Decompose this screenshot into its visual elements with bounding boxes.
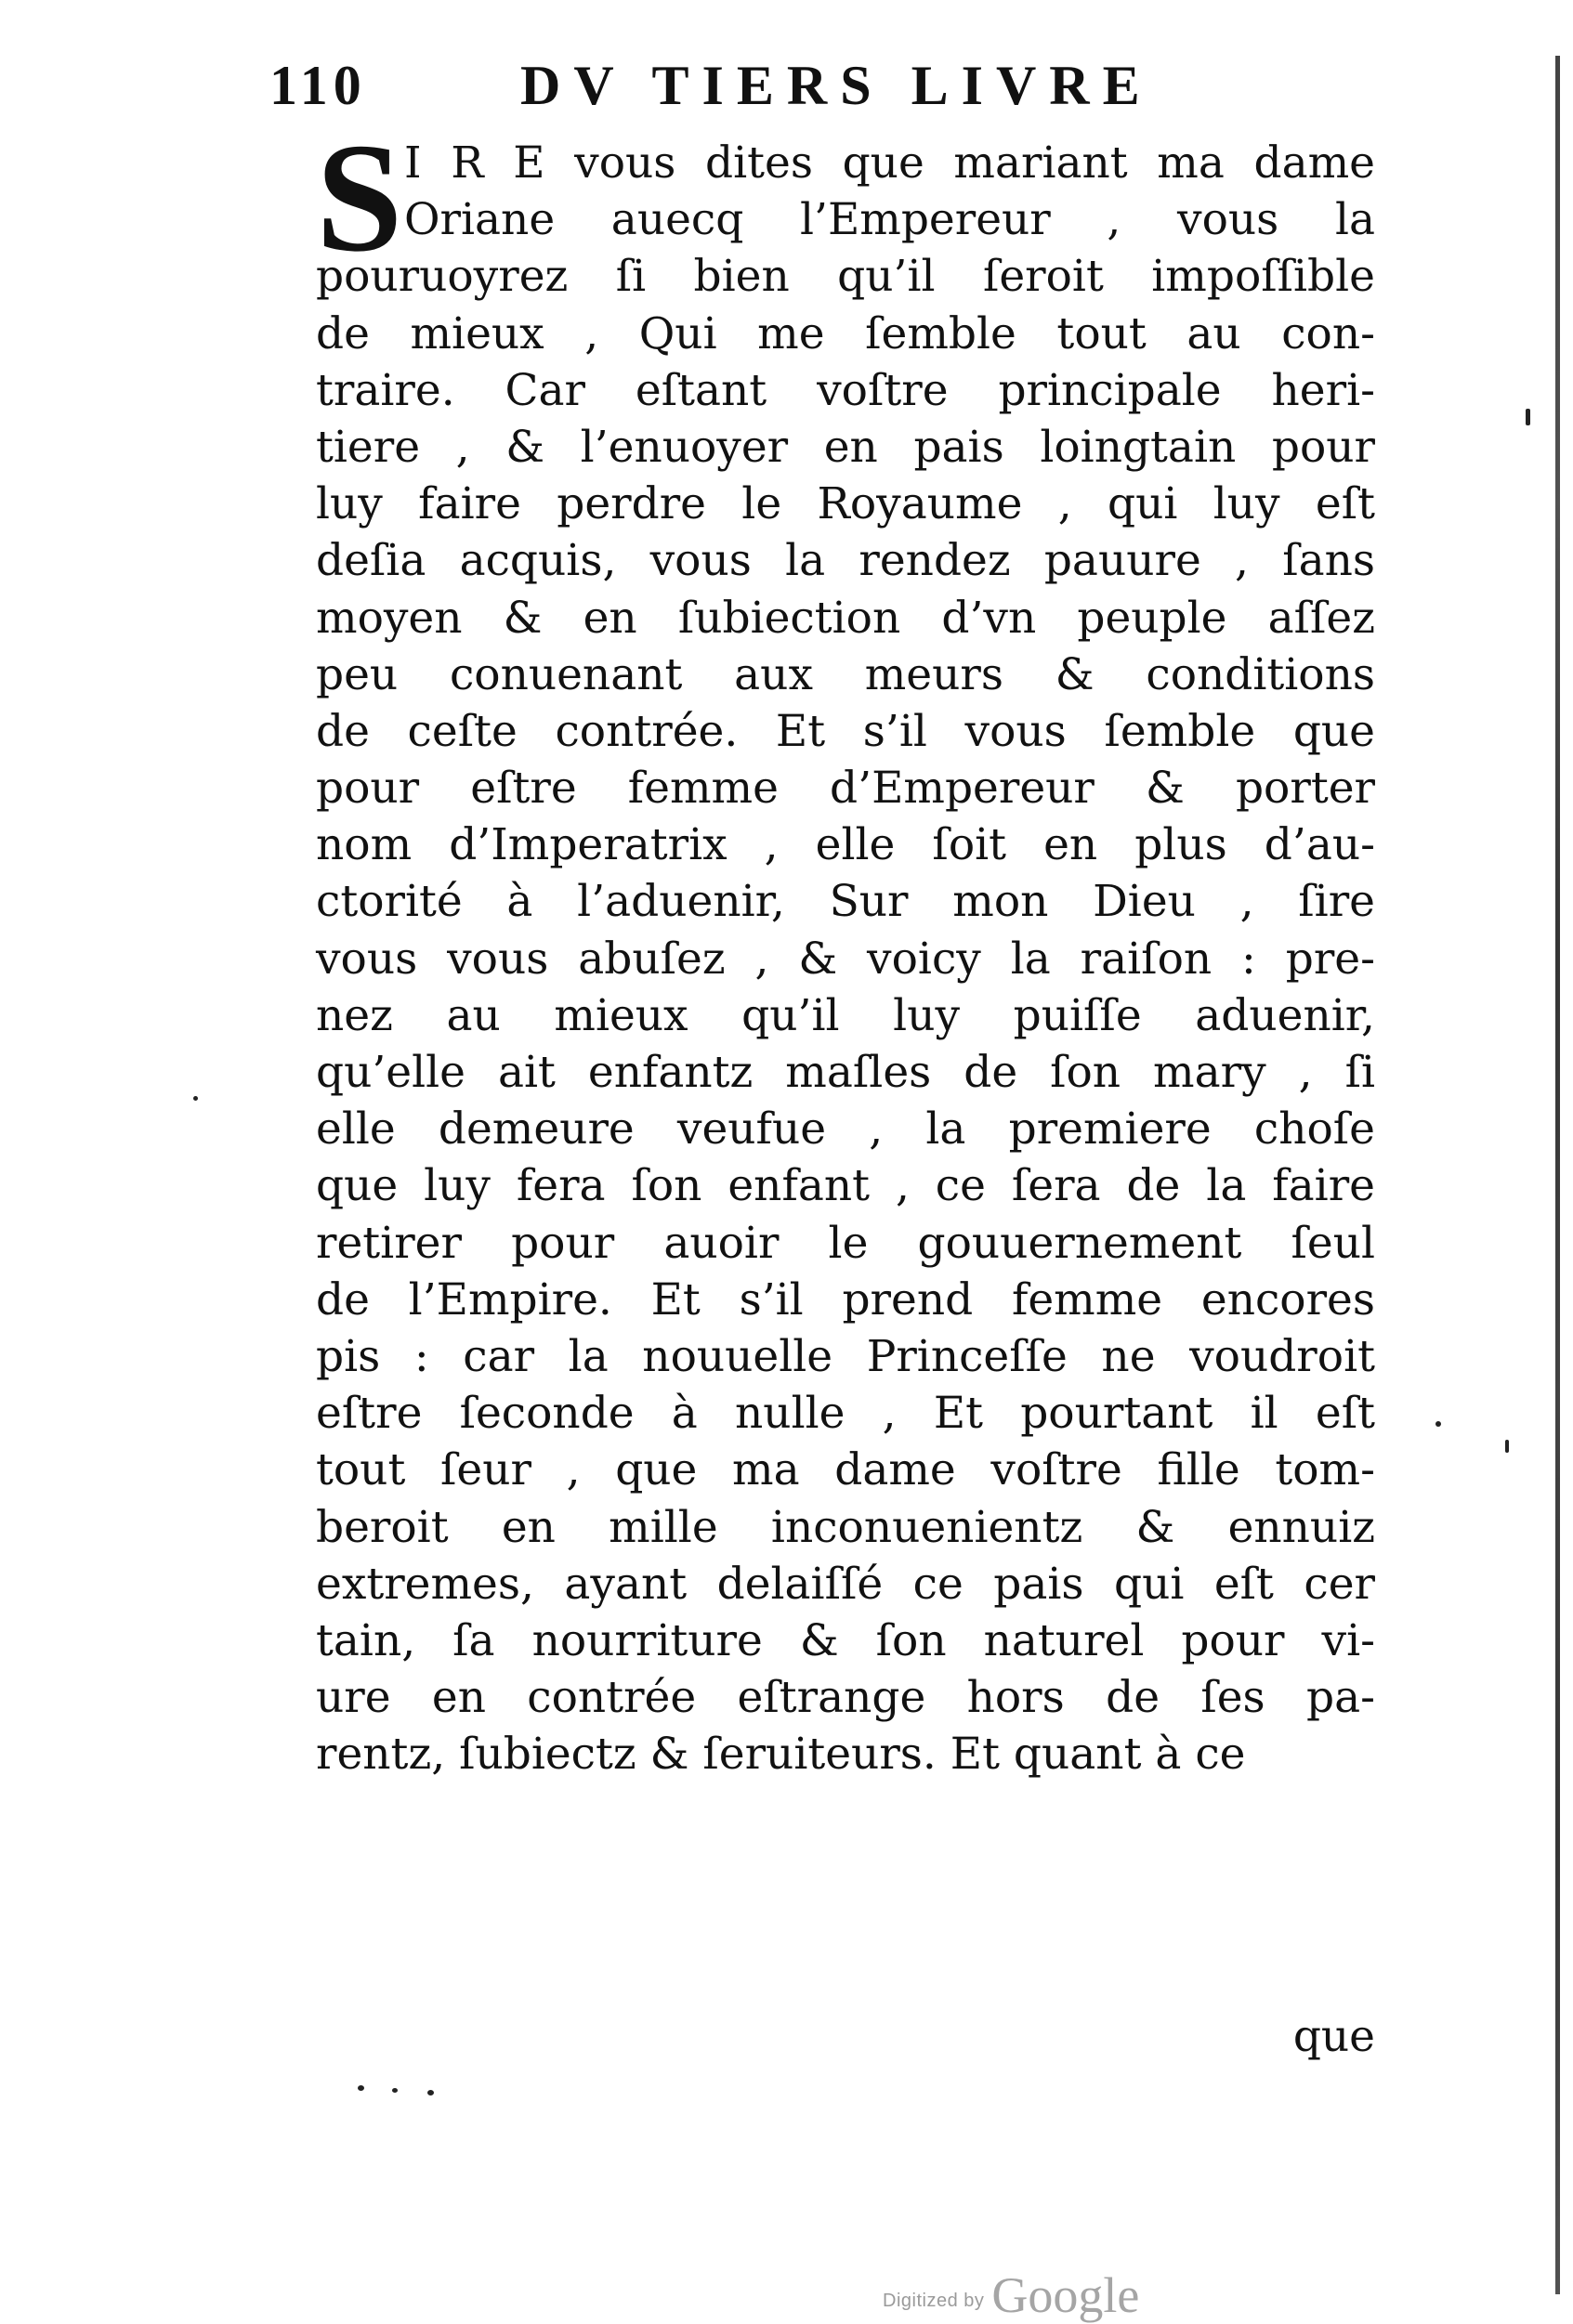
text-line: tout ſeur , que ma dame voſtre fille tom-	[316, 1444, 1375, 1496]
text-line: pouruoyrez ſi bien qu’il ſeroit impoſſible	[316, 251, 1375, 303]
text-line: luy faire perdre le Royaume , qui luy eſt	[316, 478, 1375, 530]
text-line: I R E vous dites que mariant ma dame	[404, 137, 1375, 189]
text-line: retirer pour auoir le gouuernement ſeul	[316, 1217, 1375, 1269]
google-logo: Google	[991, 2267, 1140, 2323]
text-line: de mieux , Qui me ſemble tout au con-	[316, 307, 1375, 359]
text-line: pour eſtre femme d’Empereur & porter	[316, 763, 1375, 815]
text-line: traire. Car eſtant voſtre principale heri-	[316, 364, 1375, 416]
text-line: pis : car la nouuelle Princeſſe ne voudroit	[316, 1330, 1375, 1382]
text-line: ure en contrée eſtrange hors de ſes pa-	[316, 1672, 1375, 1724]
text-line: deſia acquis, vous la rendez pauure , ſans	[316, 535, 1375, 587]
text-line: nom d’Imperatrix , elle ſoit en plus d’au-	[316, 819, 1375, 871]
ink-speck	[1505, 1440, 1509, 1453]
text-line: eſtre ſeconde à nulle , Et pourtant il eſt	[316, 1388, 1375, 1440]
page-edge-shadow	[1555, 56, 1560, 2294]
page-number: 110	[269, 55, 367, 116]
text-line: tain, ſa nourriture & ſon naturel pour vi-	[316, 1614, 1375, 1666]
ink-speck	[358, 2085, 364, 2091]
running-head	[269, 54, 1254, 128]
text-line: de ceſte contrée. Et s’il vous ſemble que	[316, 705, 1375, 757]
text-line: nez au mieux qu’il luy puiſſe aduenir,	[316, 989, 1375, 1041]
text-line: de l’Empire. Et s’il prend femme encores	[316, 1273, 1375, 1325]
text-line: extremes, ayant delaiſſé ce pais qui eſt cer	[316, 1558, 1375, 1610]
drop-cap: S	[316, 111, 403, 284]
ink-speck	[193, 1096, 198, 1101]
text-line: rentz, ſubiectz & ſeruiteurs. Et quant à ce	[316, 1729, 1246, 1781]
text-line: tiere , & l’enuoyer en pais loingtain pour	[316, 421, 1375, 473]
ink-speck	[1526, 409, 1530, 425]
text-line: Oriane auecq l’Empereur , vous la	[404, 194, 1375, 246]
text-line: vous vous abuſez , & voicy la raiſon : pre-	[316, 933, 1375, 985]
text-line: peu conuenant aux meurs & conditions	[316, 648, 1375, 700]
watermark-prefix: Digitized by	[883, 2291, 985, 2311]
ink-speck	[392, 2088, 398, 2093]
text-line: elle demeure veufue , la premiere choſe	[316, 1103, 1375, 1155]
digitized-watermark	[883, 2266, 1139, 2324]
catchword: que	[1292, 2011, 1375, 2062]
ink-speck	[1435, 1421, 1441, 1427]
ink-speck	[427, 2090, 434, 2096]
text-line: qu’elle ait enfantz maſles de ſon mary , ſi	[316, 1047, 1375, 1098]
text-line: que luy fera ſon enfant , ce ſera de la faire	[316, 1160, 1375, 1212]
text-line: ctorité à l’aduenir, Sur mon Dieu , ſire	[316, 876, 1375, 928]
text-line: beroit en mille inconuenientz & ennuiz	[316, 1501, 1375, 1553]
body-text	[316, 111, 1375, 1782]
text-line: moyen & en ſubiection d’vn peuple aſſez	[316, 592, 1375, 644]
running-title: DV TIERS LIVRE	[520, 55, 1153, 116]
